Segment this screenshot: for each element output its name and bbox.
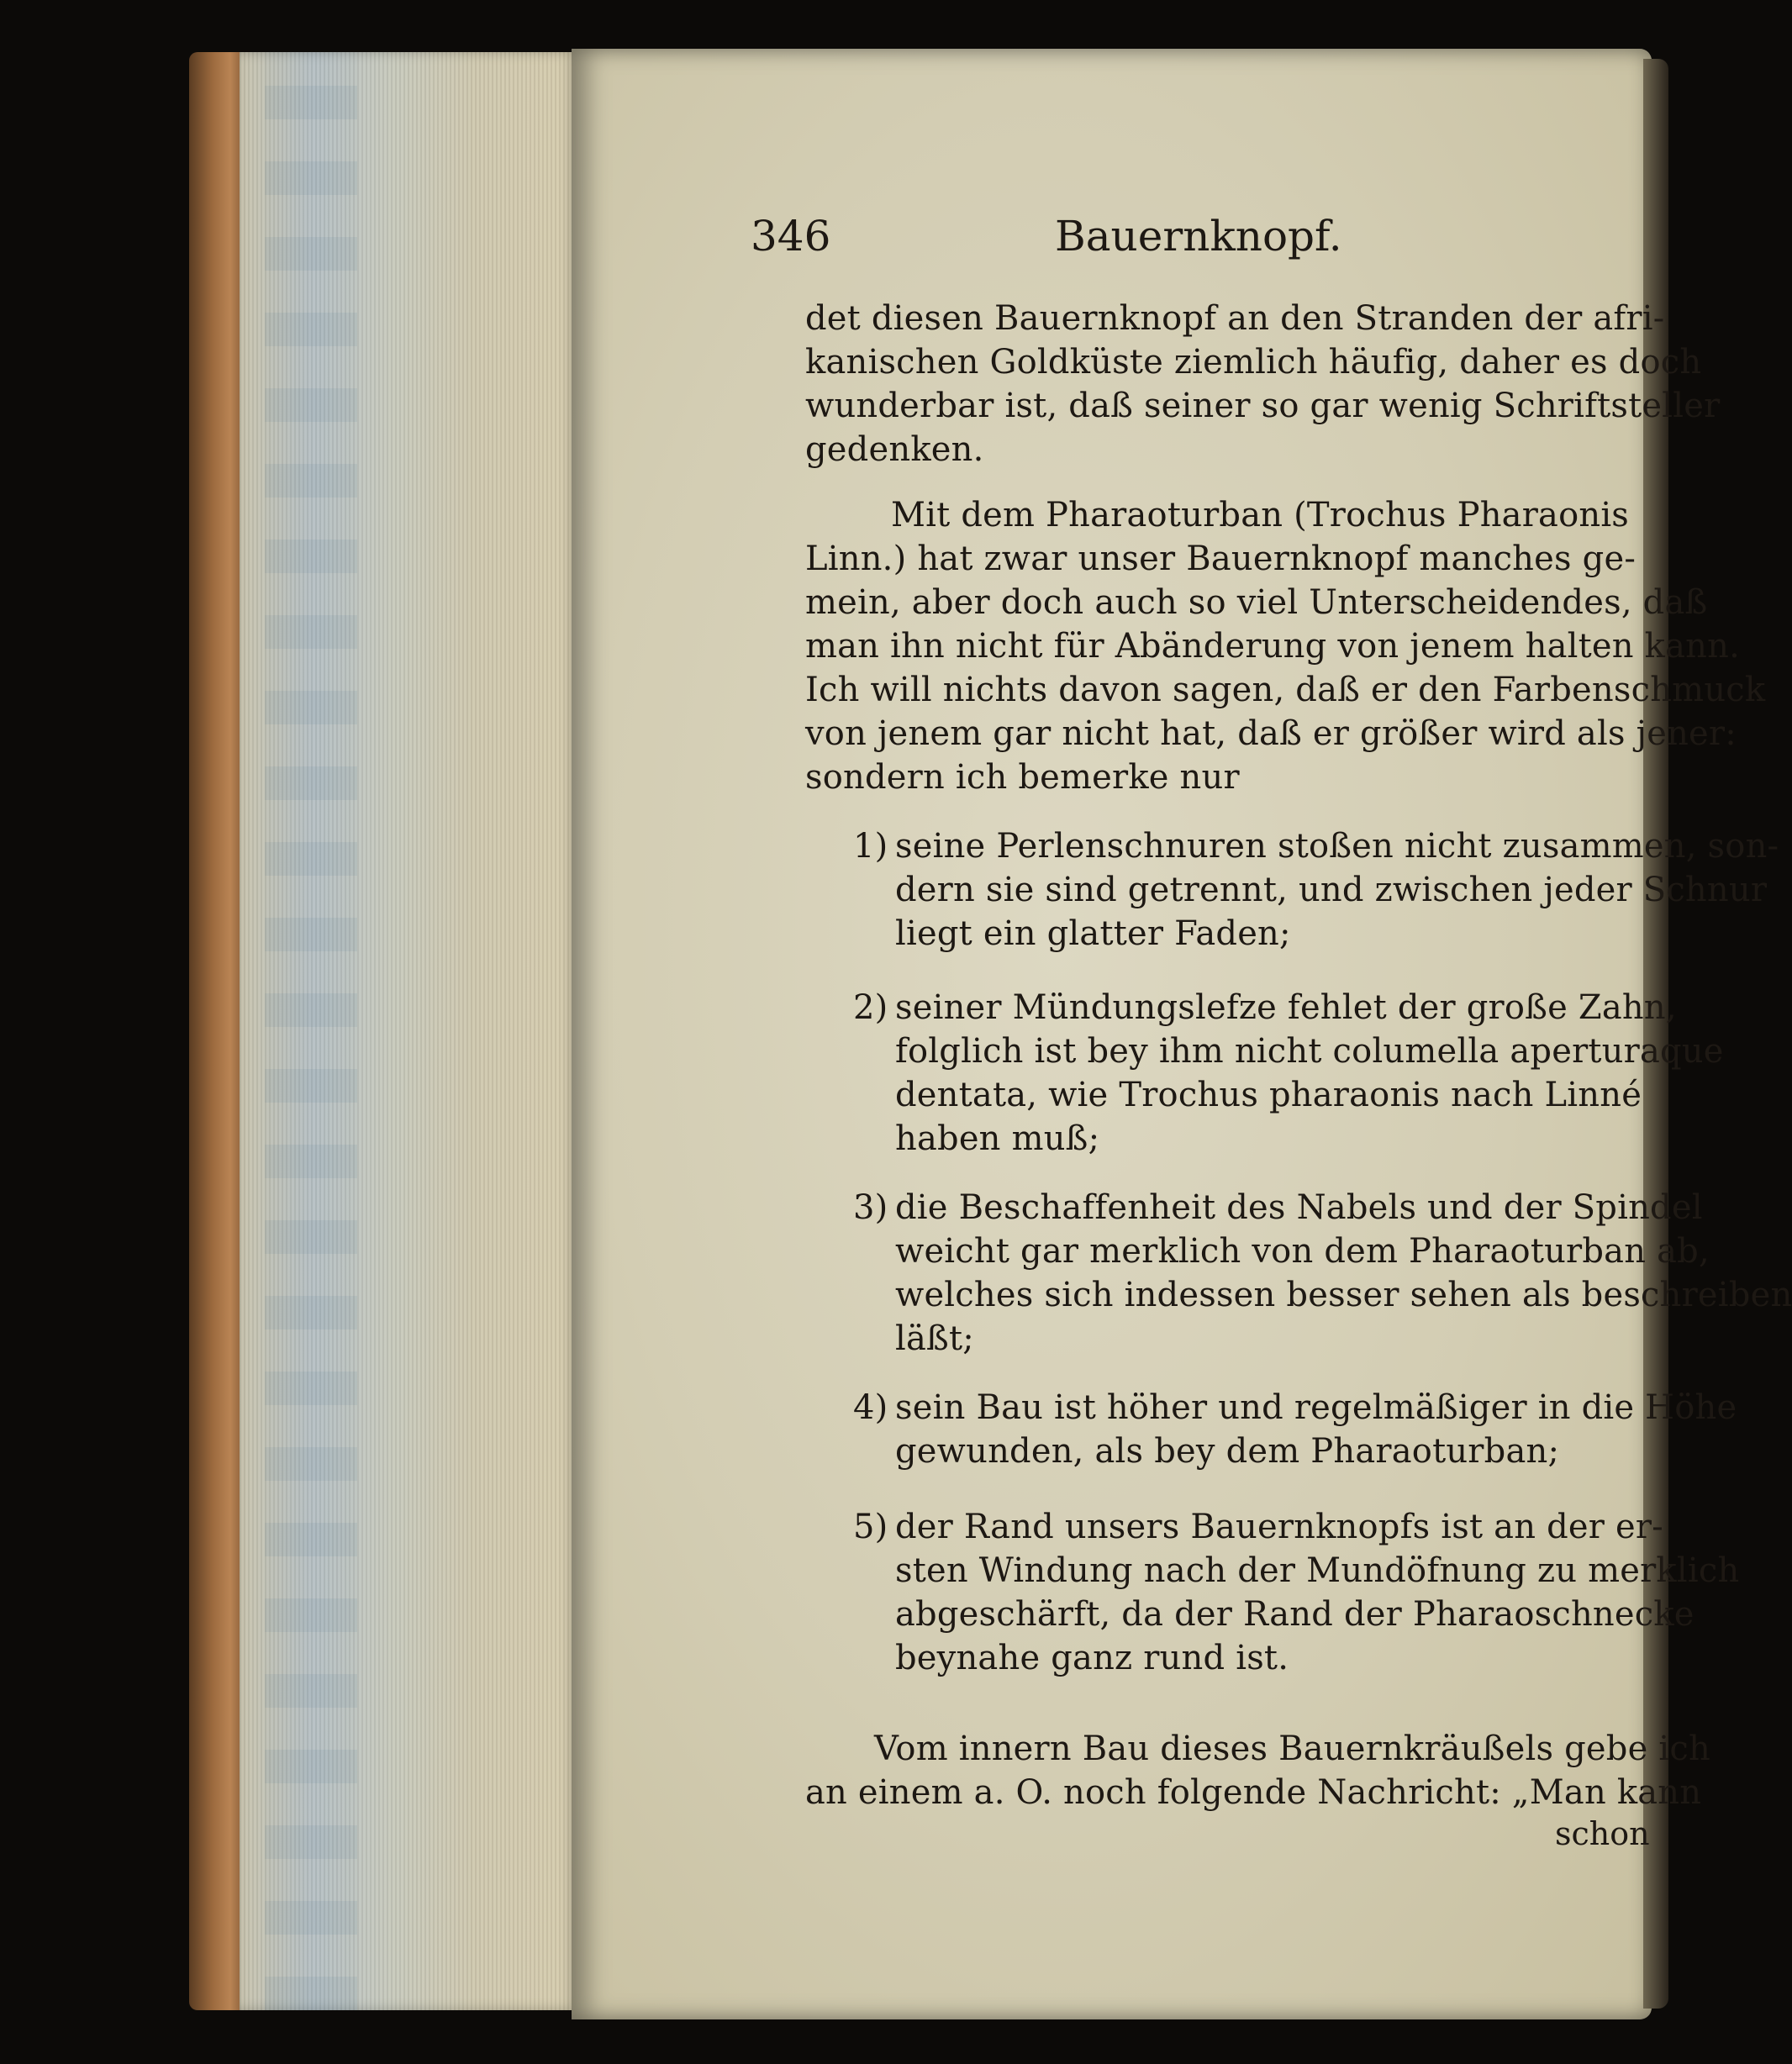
running-title: Bauernknopf. — [1055, 212, 1342, 261]
text-line: wunderbar ist, daß seiner so gar wenig Schriftsteller — [805, 387, 1721, 425]
list-item-line: die Beschaffenheit des Nabels und der Spindel — [895, 1188, 1703, 1227]
list-item-line: der Rand unsers Bauernknopfs ist an der er- — [895, 1508, 1663, 1546]
list-item-number: 3) — [853, 1188, 888, 1227]
text-line: Mit dem Pharaoturban (Trochus Pharaonis — [891, 496, 1630, 534]
list-item-line: liegt ein glatter Faden; — [895, 914, 1291, 953]
text-line: an einem a. O. noch folgende Nachricht: „Man kann — [805, 1773, 1702, 1812]
text-line: von jenem gar nicht hat, daß er größer wird als jener: — [805, 714, 1737, 753]
text-line: gedenken. — [805, 430, 984, 469]
list-item-line: sein Bau ist höher und regelmäßiger in die Höhe — [895, 1388, 1737, 1427]
text-line: Linn.) hat zwar unser Bauernknopf manches ge- — [805, 540, 1637, 578]
list-item-line: seiner Mündungslefze fehlet der große Zahn, — [895, 988, 1677, 1027]
list-item-line: haben muß; — [895, 1119, 1100, 1158]
catchword: schon — [1555, 1815, 1650, 1852]
page-fore-edge — [240, 52, 576, 2010]
text-line: det diesen Bauernknopf an den Stranden der afri- — [805, 299, 1665, 338]
list-item-number: 5) — [853, 1508, 888, 1546]
list-item-number: 4) — [853, 1388, 888, 1427]
list-item-line: sten Windung nach der Mundöfnung zu merklich — [895, 1551, 1740, 1590]
list-item-line: läßt; — [895, 1319, 974, 1358]
list-item-line: weicht gar merklich von dem Pharaoturban ab, — [895, 1232, 1710, 1271]
list-item-line: dern sie sind getrennt, und zwischen jeder Schnur — [895, 871, 1768, 909]
text-line: kanischen Goldküste ziemlich häufig, daher es doch — [805, 343, 1702, 382]
text-line: Vom innern Bau dieses Bauernkräußels gebe ich — [874, 1730, 1710, 1768]
list-item-number: 2) — [853, 988, 888, 1027]
list-item-line: folglich ist bey ihm nicht columella aperturaque — [895, 1032, 1724, 1071]
list-item-line: gewunden, als bey dem Pharaoturban; — [895, 1432, 1560, 1471]
text-line: man ihn nicht für Abänderung von jenem halten kann. — [805, 627, 1740, 666]
list-item-number: 1) — [853, 827, 888, 866]
text-line: sondern ich bemerke nur — [805, 758, 1240, 797]
list-item-line: welches sich indessen besser sehen als beschreiben — [895, 1276, 1792, 1314]
list-item-line: dentata, wie Trochus pharaonis nach Linné — [895, 1076, 1642, 1114]
page-number: 346 — [751, 212, 831, 261]
text-line: mein, aber doch auch so viel Unterscheidendes, daß — [805, 583, 1708, 622]
text-line: Ich will nichts davon sagen, daß er den Farbenschmuck — [805, 671, 1766, 709]
list-item-line: beynahe ganz rund ist. — [895, 1639, 1289, 1677]
list-item-line: abgeschärft, da der Rand der Pharaoschnecke — [895, 1595, 1694, 1634]
list-item-line: seine Perlenschnuren stoßen nicht zusammen, son- — [895, 827, 1779, 866]
